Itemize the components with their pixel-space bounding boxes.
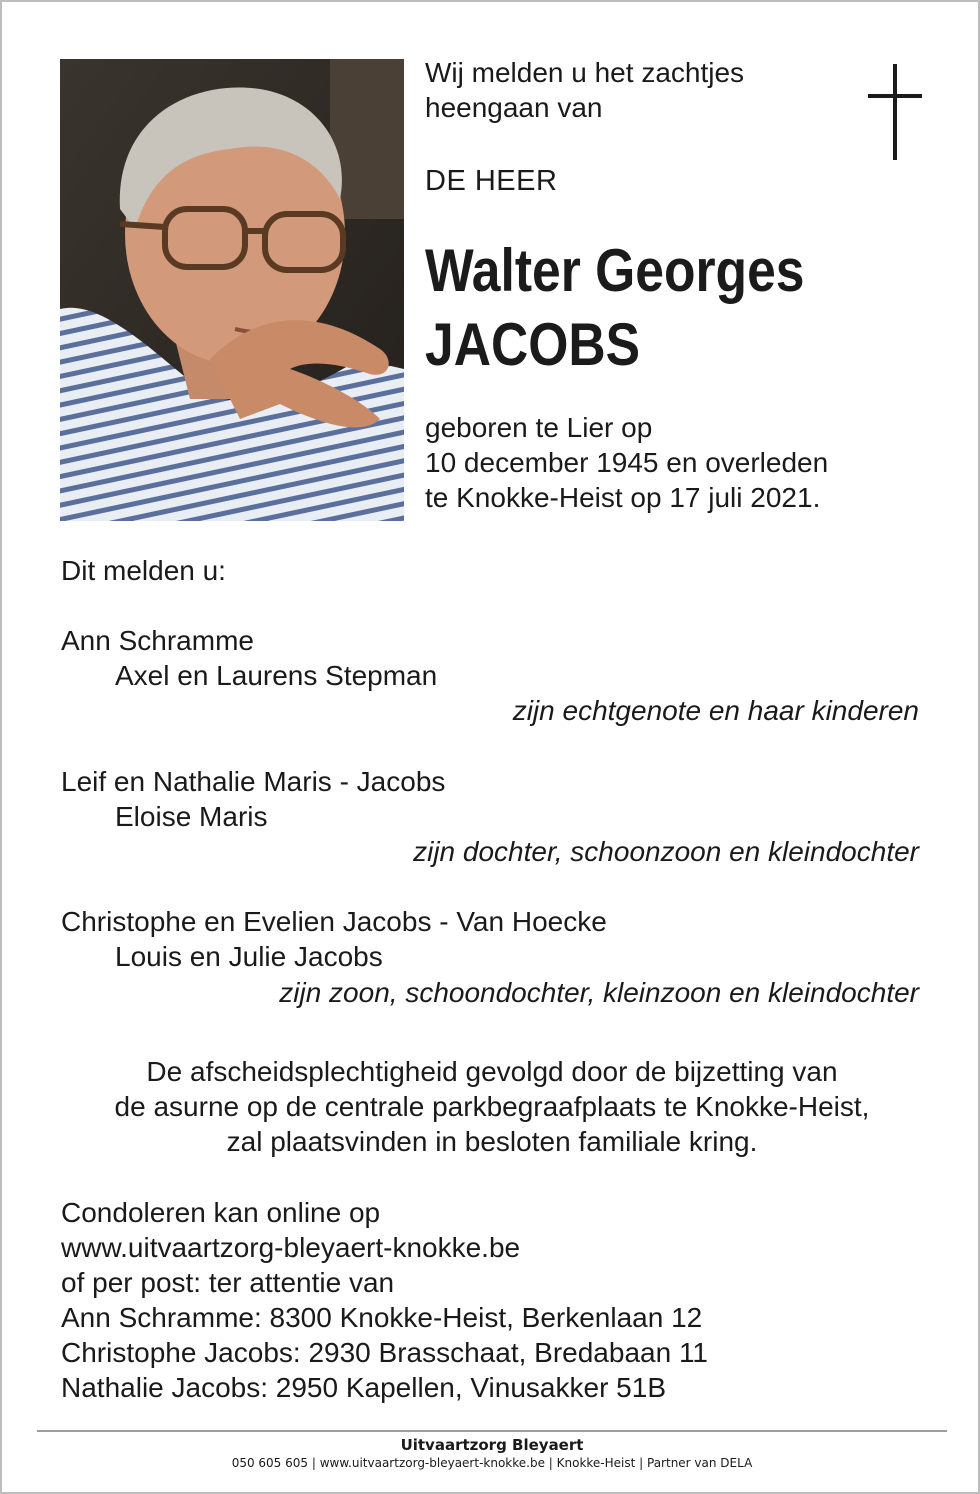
portrait-illustration (60, 59, 404, 521)
condolence-website-link[interactable]: www.uitvaartzorg-bleyaert-knokke.be (61, 1232, 521, 1263)
condolence-address: Ann Schramme: 8300 Knokke-Heist, Berkenlaan 12 (61, 1302, 703, 1333)
condolence-line: of per post: ter attentie van (61, 1267, 395, 1298)
funeral-company-name: Uitvaartzorg Bleyaert (400, 1436, 584, 1454)
family-sub-names: Louis en Julie Jacobs (115, 941, 383, 972)
funeral-company-contact: 050 605 605 | www.uitvaartzorg-bleyaert-knokke.be | Knokke-Heist | Partner van DELA (231, 1456, 753, 1470)
ceremony-line: zal plaatsvinden in besloten familiale kring. (226, 1126, 758, 1157)
family-main-names: Ann Schramme (61, 625, 254, 656)
family-heading: Dit melden u: (61, 555, 226, 586)
ceremony-notice (2, 1054, 980, 1159)
name-first-line: Walter Georges (425, 237, 805, 304)
intro-text (425, 55, 744, 125)
family-relation: zijn zoon, schoondochter, kleinzoon en kleindochter (279, 977, 919, 1008)
cross-icon (865, 64, 925, 160)
name-surname-line: JACOBS (425, 311, 641, 378)
family-relation: zijn dochter, schoonzoon en kleindochter (413, 836, 919, 867)
family-sub-names: Eloise Maris (115, 801, 268, 832)
family-main-names: Christophe en Evelien Jacobs - Van Hoecke (61, 906, 607, 937)
condolence-address: Christophe Jacobs: 2930 Brasschaat, Bredabaan 11 (61, 1337, 709, 1368)
intro-line: heengaan van (425, 92, 603, 123)
dates-line: te Knokke-Heist op 17 juli 2021. (425, 482, 821, 513)
portrait-photo (60, 59, 404, 521)
footer-divider (37, 1430, 947, 1432)
dates-line: 10 december 1945 en overleden (425, 447, 829, 478)
family-sub-names: Axel en Laurens Stepman (115, 660, 438, 691)
condolence-address: Nathalie Jacobs: 2950 Kapellen, Vinusakker 51B (61, 1372, 666, 1403)
family-main-names: Leif en Nathalie Maris - Jacobs (61, 766, 446, 797)
ceremony-line: de asurne op de centrale parkbegraafplaats te Knokke-Heist, (114, 1091, 870, 1122)
condolence-info (61, 1195, 708, 1405)
dates-line: geboren te Lier op (425, 412, 653, 443)
birth-death-details (425, 410, 828, 515)
deceased-name (425, 234, 804, 382)
condolence-line: Condoleren kan online op (61, 1197, 381, 1228)
honorific-title: DE HEER (425, 165, 558, 197)
intro-line: Wij melden u het zachtjes (425, 57, 745, 88)
ceremony-line: De afscheidsplechtigheid gevolgd door de bijzetting van (146, 1056, 838, 1087)
family-relation: zijn echtgenote en haar kinderen (512, 695, 919, 726)
